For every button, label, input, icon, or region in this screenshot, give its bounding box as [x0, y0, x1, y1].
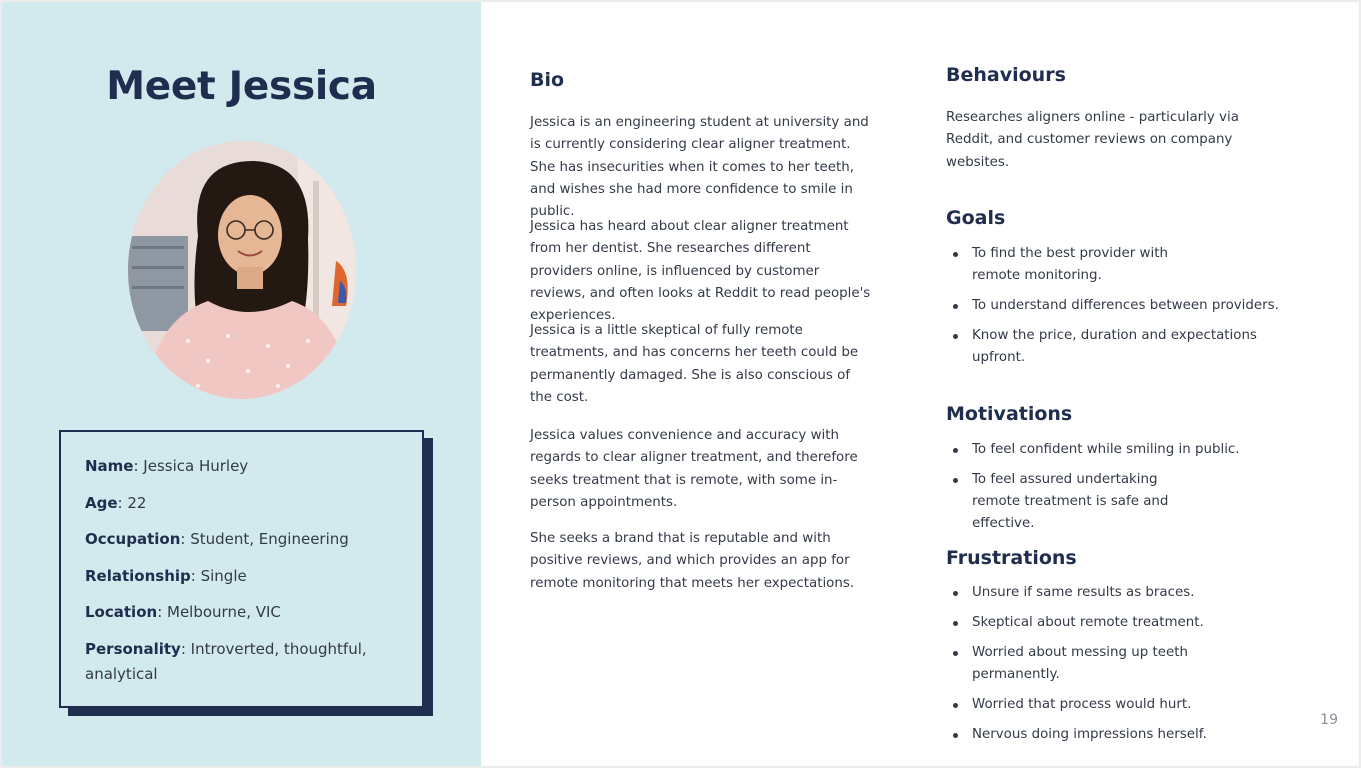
behaviours-heading: Behaviours	[946, 64, 1066, 86]
motivations-heading: Motivations	[946, 403, 1073, 425]
bio-paragraph-1: Jessica is an engineering student at university and is currently considering clear aligner treatment. She has insecurities when it comes to her teeth, and wishes she had more confidence to smile in public.	[530, 115, 869, 220]
bio-paragraph-4: Jessica values convenience and accuracy with regards to clear aligner treatment, and therefore seeks treatment that is remote, with some in-person appointments.	[530, 428, 858, 510]
bio-paragraph-2: Jessica has heard about clear aligner treatment from her dentist. She researches different providers online, is influenced by customer reviews, and often looks at Reddit to read people's experiences.	[530, 219, 871, 324]
profile-relationship: Relationship: Single	[85, 566, 247, 585]
profile-location: Location: Melbourne, VIC	[85, 603, 281, 622]
profile-age: Age: 22	[85, 493, 147, 512]
list-item: Know the price, duration and expectations upfront.	[946, 325, 1262, 369]
list-item: To feel assured undertaking remote treatment is safe and effective.	[946, 469, 1207, 535]
frustrations-heading: Frustrations	[946, 547, 1077, 569]
profile-name: Name: Jessica Hurley	[85, 457, 249, 475]
list-item: Unsure if same results as braces.	[946, 582, 1266, 604]
profile-occupation: Occupation: Student, Engineering	[85, 530, 349, 549]
slide	[2, 2, 1359, 766]
list-item: Skeptical about remote treatment.	[946, 612, 1266, 634]
goals-heading: Goals	[946, 207, 1006, 229]
bio-paragraph-3: Jessica is a little skeptical of fully remote treatments, and has concerns her teeth could be permanently damaged. She is also conscious of the cost.	[530, 323, 859, 405]
profile-photo	[128, 141, 356, 399]
motivations-list	[946, 439, 1266, 543]
goals-list	[946, 243, 1296, 377]
list-item: Nervous doing impressions herself.	[946, 724, 1266, 746]
bio-paragraph-5: She seeks a brand that is reputable and with positive reviews, and which provides an app for remote monitoring that meets her expectations.	[530, 531, 855, 591]
list-item: To feel confident while smiling in public.	[946, 439, 1266, 461]
profile-panel	[2, 2, 481, 766]
behaviours-text: Researches aligners online - particularly via Reddit, and customer reviews on company websites.	[946, 110, 1239, 170]
list-item: To understand differences between providers.	[946, 295, 1296, 317]
frustrations-list	[946, 582, 1266, 754]
profile-card	[59, 430, 424, 708]
bio-heading: Bio	[530, 69, 565, 91]
list-item: Worried that process would hurt.	[946, 694, 1266, 716]
page-title: Meet Jessica	[106, 64, 377, 109]
profile-personality: Personality: Introverted, thoughtful, analytical	[85, 639, 367, 683]
list-item: To find the best provider with remote monitoring.	[946, 243, 1202, 287]
list-item: Worried about messing up teeth permanently.	[946, 642, 1202, 686]
page-number: 19	[1320, 712, 1338, 728]
